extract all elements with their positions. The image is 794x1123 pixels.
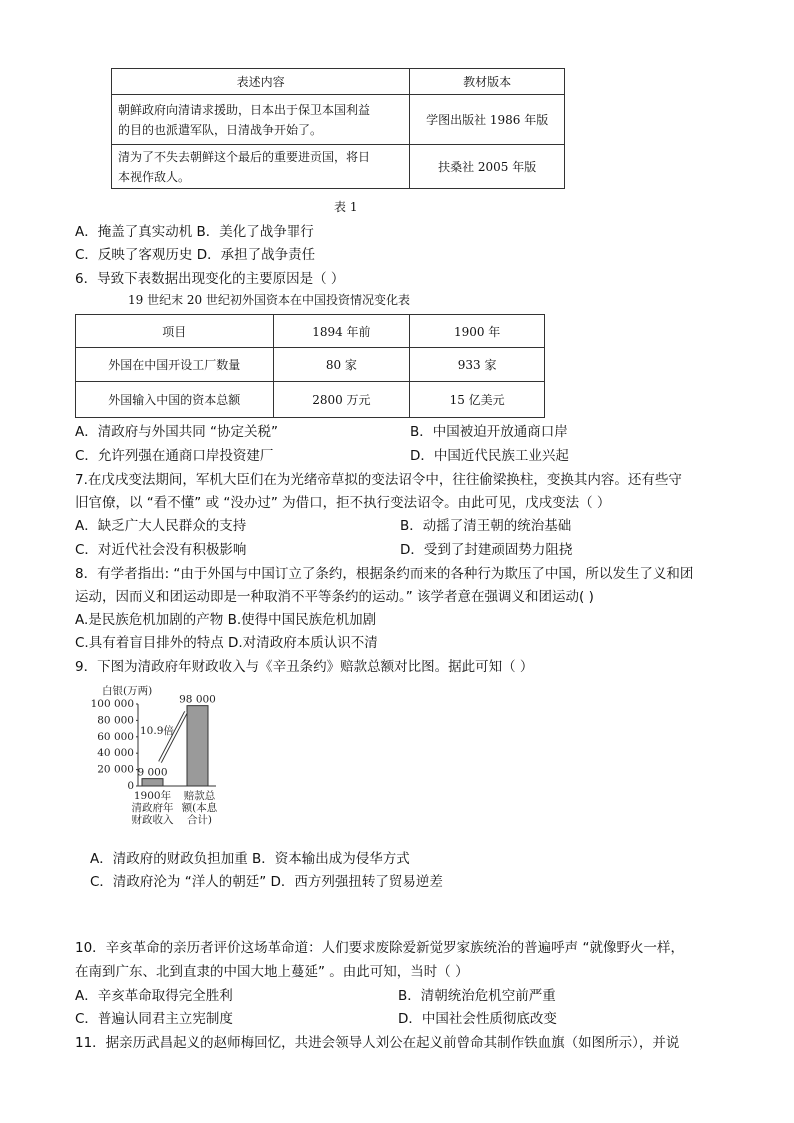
q10-option-d: D．中国社会性质彻底改变 xyxy=(398,1011,557,1027)
q7-option-b: B．动摇了清王朝的统治基础 xyxy=(400,518,572,534)
cell-line: 朝鲜政府向清请求援助，日本出于保卫本国利益 xyxy=(118,102,371,117)
q9-options-ab: A．清政府的财政负担加重 B．资本输出成为侵华方式 xyxy=(90,851,410,867)
cell-line: 清为了不失去朝鲜这个最后的重要进贡国，将日 xyxy=(118,149,371,164)
q8-stem-line1: 8．有学者指出: “由于外国与中国订立了条约，根据条约而来的各种行为欺压了中国，所以发生了义和团 xyxy=(75,566,694,582)
table-header-1900: 1900 年 xyxy=(410,315,545,348)
q10-stem-line1: 10．辛亥革命的亲历者评价这场革命道：人们要求废除爱新觉罗家族统治的普遍呼声 “就像野火一样， xyxy=(75,940,684,956)
table-cell-content xyxy=(112,145,410,189)
category-label: 赔款总 xyxy=(183,790,216,802)
q6-option-c: C．允许列强在通商口岸投资建厂 xyxy=(75,448,274,464)
table-cell-content xyxy=(112,95,410,145)
table-header-content: 表述内容 xyxy=(112,69,410,95)
table-header-1894: 1894 年前 xyxy=(273,315,410,348)
table-header-version: 教材版本 xyxy=(410,69,565,95)
q10-option-c: C．普遍认同君主立宪制度 xyxy=(75,1011,233,1027)
table-cell: 2800 万元 xyxy=(273,382,410,418)
q5-options-line2: C．反映了客观历史 D．承担了战争责任 xyxy=(75,247,316,263)
category-label: 财政收入 xyxy=(131,814,174,826)
table-cell: 外国在中国开设工厂数量 xyxy=(76,348,274,382)
bar xyxy=(142,779,163,786)
y-tick-label: 100 000 xyxy=(90,698,134,710)
q5-options-line1: A．掩盖了真实动机 B．美化了战争罪行 xyxy=(75,224,314,240)
q6-stem: 6．导致下表数据出现变化的主要原因是（ ） xyxy=(75,271,345,287)
multiplier-annotation: 10.9倍 xyxy=(140,725,174,737)
q9-options-cd: C．清政府沦为 “洋人的朝廷” D．西方列强扭转了贸易逆差 xyxy=(90,874,443,890)
bar xyxy=(187,706,208,786)
bar-value-label: 98 000 xyxy=(179,693,216,706)
investment-table xyxy=(75,314,545,418)
q6-option-b: B．中国被迫开放通商口岸 xyxy=(410,424,568,440)
q6-table-title: 19 世纪末 20 世纪初外国资本在中国投资情况变化表 xyxy=(128,293,410,307)
q11-stem-line1: 11．据亲历武昌起义的赵师梅回忆，共进会领导人刘公在起义前曾命其制作铁血旗（如图所示），并说 xyxy=(75,1035,680,1051)
table-cell: 15 亿美元 xyxy=(410,382,545,418)
q7-stem-line1: 7.在戊戌变法期间，军机大臣们在为光绪帝草拟的变法诏令中，往往偷梁换柱，变换其内容。还有些守 xyxy=(75,472,682,488)
cell-line: 本视作敌人。 xyxy=(118,169,191,184)
y-axis-label: 白银(万两) xyxy=(102,685,153,697)
q9-stem: 9．下图为清政府年财政收入与《辛丑条约》赔款总额对比图。据此可知（ ） xyxy=(75,659,534,675)
bar-value-label: 9 000 xyxy=(137,766,168,779)
y-tick-label: 0 xyxy=(127,780,134,792)
q8-options-ab: A.是民族危机加剧的产物 B.使得中国民族危机加剧 xyxy=(75,612,377,628)
q7-option-a: A．缺乏广大人民群众的支持 xyxy=(75,518,247,534)
table-cell-version: 学图出版社 1986 年版 xyxy=(410,95,565,145)
revenue-vs-indemnity-chart xyxy=(88,682,238,832)
q7-option-c: C．对近代社会没有积极影响 xyxy=(75,542,247,558)
q10-stem-line2: 在南到广东、北到直隶的中国大地上蔓延” 。由此可知，当时（ ） xyxy=(75,964,469,980)
q10-option-a: A．辛亥革命取得完全胜利 xyxy=(75,988,233,1004)
y-tick-label: 60 000 xyxy=(97,730,134,743)
table-header-item: 项目 xyxy=(76,315,274,348)
category-label: 清政府年 xyxy=(131,802,174,814)
y-tick-label: 80 000 xyxy=(97,714,134,727)
category-label: 1900年 xyxy=(133,790,172,802)
growth-arrow-inner xyxy=(160,712,186,762)
category-label: 合计) xyxy=(186,814,213,826)
cell-line: 的目的也派遣军队，日清战争开始了。 xyxy=(118,122,323,137)
table-cell-version: 扶桑社 2005 年版 xyxy=(410,145,565,189)
q7-option-d: D．受到了封建顽固势力阻挠 xyxy=(400,542,573,558)
y-tick-label: 40 000 xyxy=(97,747,134,760)
table-cell: 80 家 xyxy=(273,348,410,382)
table-cell: 933 家 xyxy=(410,348,545,382)
q7-stem-line2: 旧官僚，以 “看不懂” 或 “没办过” 为借口，拒不执行变法诏令。由此可见，戊戌变法（ ） xyxy=(75,495,611,511)
y-tick-label: 20 000 xyxy=(97,763,134,776)
q6-option-a: A．清政府与外国共同 “协定关税” xyxy=(75,424,279,440)
table-cell: 外国输入中国的资本总额 xyxy=(76,382,274,418)
q8-stem-line2: 运动，因而义和团运动即是一种取消不平等条约的运动。” 该学者意在强调义和团运动( ) xyxy=(75,589,594,605)
textbook-comparison-table xyxy=(111,68,565,189)
q6-option-d: D．中国近代民族工业兴起 xyxy=(410,448,569,464)
q10-option-b: B．清朝统治危机空前严重 xyxy=(398,988,556,1004)
q8-options-cd: C.具有着盲目排外的特点 D.对清政府本质认识不清 xyxy=(75,635,378,651)
category-label: 额(本息 xyxy=(181,802,218,814)
table-caption: 表 1 xyxy=(334,200,358,214)
